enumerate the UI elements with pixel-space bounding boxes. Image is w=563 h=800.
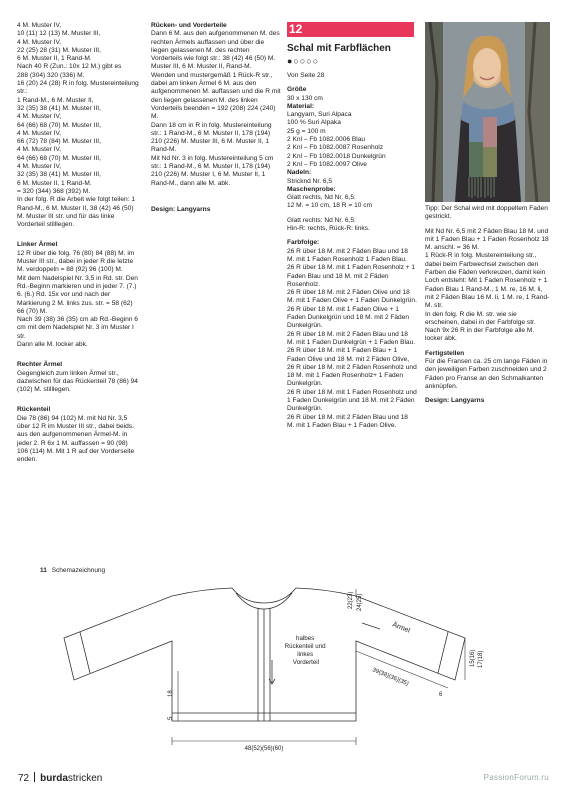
page-reference: Von Seite 28 bbox=[287, 72, 325, 79]
section-heading: Linker Ärmel bbox=[17, 241, 58, 249]
figure-number: 11 bbox=[40, 567, 47, 574]
section-heading: Rückenteil bbox=[17, 406, 51, 414]
body-text: 4 M. Muster IV, 10 (11) 12 (13) M. Muster III, 4 M. Muster IV, 22 (25) 28 (31) M. Muster III, 6 M. Muster II, 1 Rand-M. Nach 40 R (Zun.: 10x 12 M.) gibt es 288 (304) 320 (336) M. 16 (20) 24 (28) R in folg. Mustereinteilung str.: 1 Rand-M., 6 M. Muster II, 32 (35) 38 (41) M. Muster III, 4 M. Muster IV, 64 (66) 68 (70) M. Muster III, 4 M. Muster IV, 66 (72) 78 (84) M. Muster III, 4 M. Muster IV, 64 (66) 68 (70) M. Muster III, 4 M. Muster IV, 32 (35) 38 (41) M. Muster III, 6 M. Muster II, 1 Rand-M. = 320 (344) 368 (392) M. In der folg. R die Arbeit wie folgt teilen: 1 Rand-M., 6 M. Muster II, 38 (42) 46 (50) M. Muster III str. und für das linke Vorderteil stilllegen. bbox=[17, 22, 139, 229]
footer-divider bbox=[34, 772, 35, 782]
photo-illustration bbox=[425, 22, 550, 202]
body-text: Glatt rechts: Nd Nr. 6,5: Hin-R: rechts, Rück-R: links. bbox=[287, 216, 370, 233]
half-back-label-line: Rückenteil und bbox=[284, 643, 326, 650]
body-text: Für die Fransen ca. 25 cm lange Fäden in den jeweiligen Farben zuschneiden und 2 Fäden pro Franse an den Schmalkanten anknüpfen. bbox=[425, 358, 550, 390]
width-measure: 48(52)(56)(60) bbox=[244, 746, 284, 752]
body-text: Gegengleich zum linken Ärmel str., dazwischen für das Rückenteil 78 (86) 94 (102) M. stilllegen. bbox=[17, 369, 140, 394]
body-text: Glatt rechts, Nd Nr. 6,5: 12 M. = 10 cm, 18 R = 10 cm bbox=[287, 194, 373, 210]
figure-caption bbox=[40, 567, 106, 574]
pattern-number-badge: 12 bbox=[287, 22, 414, 37]
sleeve-label: Ärmel bbox=[391, 621, 411, 635]
section-heading: Maschenprobe: bbox=[287, 185, 336, 193]
design-credit: Design: Langyarns bbox=[425, 397, 485, 405]
difficulty-rating: ●○○○○ bbox=[287, 56, 320, 66]
body-text: Mit Nd Nr. 6,5 mit 2 Fäden Blau 18 M. und mit 1 Faden Blau + 1 Faden Rosenholz 18 M. anschl. = 36 M. 1 Rück-R in folg. Mustereinteilung str., dabei beim Farbwechsel zwischen den Farben die Fäden verkreuzen, damit kein Loch entsteht: Mit 1 Faden Rosenholz + 1 Faden Blau 1 Rand-M., 1 M. re, 16 M. li, mit 2 Fäden Blau 16 M. li, 1 M. re, 1 Rand-M. str. In den folg. R die M. str. wie sie erscheinen, dabei in der Farbfolge str. Nach 9x 26 R in der Farbfolge alle M. locker abk. bbox=[425, 227, 550, 343]
section-heading: Rechter Ärmel bbox=[17, 361, 63, 369]
schematic-diagram bbox=[0, 563, 563, 763]
watermark: PassionForum.ru bbox=[483, 773, 549, 782]
body-text: 26 R über 18 M. mit 2 Fäden Blau und 18 M. mit 1 Faden Rosenholz 1 Faden Blau. 26 R über 18 M. mit 1 Faden Rosenholz + 1 Faden Blau und 18 M. mit 2 Fäden Rosenholz. 26 R über 18 M. mit 2 Fäden Olive und 18 M. mit 1 Faden Olive + 1 Faden Dunkelgrün. 26 R über 18 M. mit 1 Faden Olive + 1 Faden Dunkelgrün und 18 M. mit 2 Fäden Dunkelgrün. 26 R über 18 M. mit 2 Fäden Blau und 18 M. mit 1 Faden Dunkelgrün + 1 Faden Blau. 26 R über 18 M. mit 1 Faden Blau + 1 Faden Olive und 18 M. mit 2 Fäden Olive, 26 R über 18 M. mit 2 Fäden Rosenholz und 18 M. mit 1 Faden Rosenholz+ 1 Faden Dunkelgrün. 26 R über 18 M. mit 1 Faden Rosenholz und 1 Faden Dunkelgrün und 18 M. mit 2 Fäden Dunkelgrün. 26 R über 18 M. mit 2 Fäden Blau und 18 M. mit 1 Faden Blau + 1 Faden Olive. bbox=[287, 247, 417, 429]
section-heading: Farbfolge: bbox=[287, 239, 320, 247]
tip-text: Tipp: Der Schal wird mit doppeltem Faden gestrickt. bbox=[425, 205, 550, 221]
body-text: Die 78 (86) 94 (102) M. mit Nd Nr. 3,5 über 12 R im Muster III str., dabei beids. aus den aufgenommenen Ärmel-M. in jeder 2. R 6x 1 M. auffassen = 90 (98) 106 (114) M. Mit 1 R auf der Vorderseite enden. bbox=[17, 414, 136, 464]
column-2 bbox=[151, 22, 281, 214]
section-heading: Nadeln: bbox=[287, 169, 312, 177]
half-back-label-line: linkes bbox=[297, 651, 314, 658]
page-number: 72 bbox=[18, 773, 30, 784]
body-text: Dann 6 M. aus den aufgenommenen M. des rechten Ärmels auffassen und über die liegen gelassenen M. des rechten Vorderteils wie folgt str.: 38 (42) 46 (50) M. Muster III, 6 M. Muster II, Rand-M. Wenden und mustergemäß 1 Rück-R str., dabei am linken Ärmel 6 M. aus den aufgenommenen M. auffassen und die R mit den liegen gelassenen M. des linken Vorderteils beenden = 192 (208) 224 (240) M. Dann 18 cm in R in folg. Mustereinteilung str.: 1 Rand-M., 6 M. Muster II, 178 (194) 210 (226) M. Muster III, 6 M. Muster II, 1 Rand-M. Mit Nd Nr. 3 in folg. Mustereinteilung 5 cm str.: 1 Rand-M., 6 M. Muster II, 178 (194) 210 (226) M. Muster I, 6 M. Muster II, 1 Rand-M., dann alle M. abk. bbox=[151, 30, 281, 187]
neck-measure-1: 22(23) bbox=[348, 591, 354, 609]
column-1 bbox=[17, 22, 139, 465]
page-footer bbox=[18, 772, 102, 785]
half-back-label-line: Vorderteil bbox=[292, 659, 320, 666]
figure-title: Schemazeichnung bbox=[51, 567, 106, 574]
section-heading: Material: bbox=[287, 102, 315, 110]
half-back-label-line: halbes bbox=[296, 635, 315, 642]
brand-rest: stricken bbox=[67, 773, 103, 784]
half-back-label bbox=[285, 635, 328, 666]
cuff-width-measure: 6 bbox=[439, 692, 443, 698]
pattern-title: Schal mit Farbflächen bbox=[287, 43, 391, 54]
garment-outline bbox=[64, 588, 465, 721]
section-heading: Größe bbox=[287, 86, 307, 94]
body-text: 30 x 130 cm bbox=[287, 94, 323, 102]
body-text: 12 R über die folg. 76 (80) 84 (88) M. im Muster III str., dabei in jeder R die letzte M. verdoppeln = 88 (92) 96 (100) M. Mit dem Nadelspiel Nr. 3,5 in Rd. str. Den Rd.-Beginn markieren und in jeder 7. (7.) 6. (6.) Rd. 15x vor und nach der Markierung 2 M. links zus. str. = 58 (62) 66 (70) M. Nach 39 (38) 36 (35) cm ab Rd.-Beginn 6 cm mit dem Nadelspiel Nr. 3 im Muster I str. Dann alle M. locker abk. bbox=[17, 249, 138, 348]
section-heading: Fertigstellen bbox=[425, 349, 465, 357]
column-3 bbox=[287, 72, 417, 430]
design-credit: Design: Langyarns bbox=[151, 205, 211, 213]
model-photo bbox=[425, 22, 550, 202]
body-text: Stricknd Nr. 6,5 bbox=[287, 177, 333, 185]
band-height-measure: 5 bbox=[168, 716, 174, 720]
brand-bold: burda bbox=[40, 773, 68, 784]
neck-measure-2: 24(25) bbox=[357, 593, 363, 611]
section-heading: Rücken- und Vorderteile bbox=[151, 22, 227, 29]
body-height-measure: 18 bbox=[168, 690, 174, 697]
cuff-height-measure-1: 15(16) bbox=[470, 649, 476, 667]
column-4 bbox=[425, 205, 550, 406]
sleeve-length-measure: 39(38)(36)(35) bbox=[371, 667, 410, 688]
body-text: Langyarn, Suri Alpaca 100 % Suri Alpaka 25 g = 100 m 2 Knl – Fb 1082.0006 Blau 2 Knl – Fb 1082.0087 Rosenholz 2 Knl – Fb 1082.0018 Dunkelgrün 2 Knl – Fb 1082.0097 Olive bbox=[287, 111, 386, 168]
cuff-height-measure-2: 17(18) bbox=[478, 650, 484, 668]
